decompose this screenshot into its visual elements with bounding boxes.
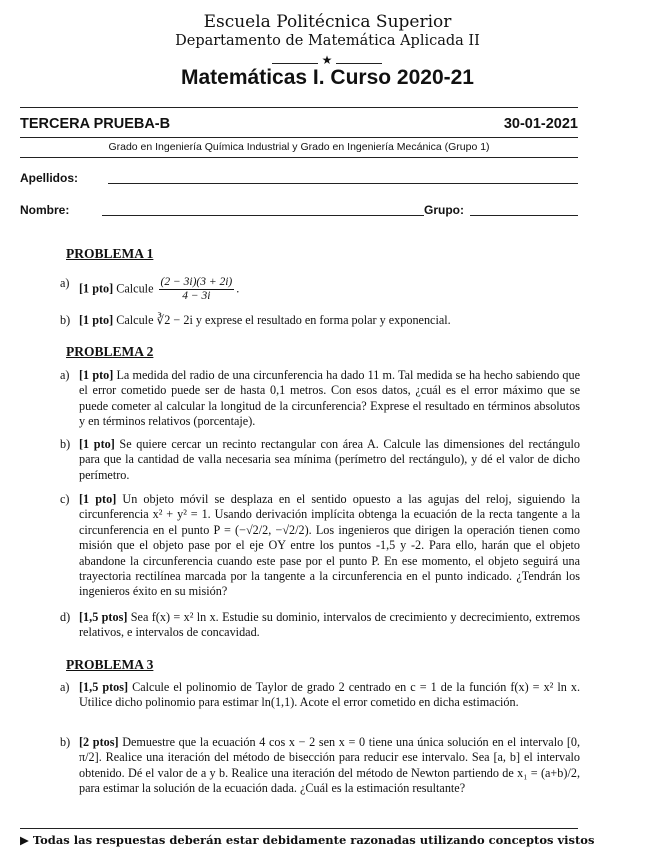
group-label: Grupo: bbox=[424, 203, 464, 217]
star-icon: ★ bbox=[321, 53, 333, 67]
title-rule bbox=[20, 137, 578, 138]
fraction-denominator: 4 − 3i bbox=[182, 290, 211, 302]
problem-3-item-b bbox=[60, 735, 580, 797]
item-text: Se quiere cercar un recinto rectangular con área A. Calcule las dimensiones del rectángulo para que la cantidad de valla necesaria sea mínima (perímetro del rectángulo), y dé el valor de dicho perímetro. bbox=[79, 437, 580, 482]
surname-label: Apellidos: bbox=[20, 171, 79, 185]
problem-3-item-a bbox=[60, 680, 580, 711]
item-tail: . bbox=[236, 281, 240, 296]
problem-2-item-b bbox=[60, 437, 580, 483]
item-text: Calcule bbox=[116, 281, 154, 296]
degrees-line: Grado en Ingeniería Química Industrial y Grado en Ingeniería Mecánica (Grupo 1) bbox=[108, 141, 490, 153]
problem-1-title: PROBLEMA 1 bbox=[66, 246, 154, 261]
item-text: La medida del radio de una circunferencia ha dado 11 m. Tal medida se ha hecho sabiendo que el error cometido puede ser de hasta 0,1 metros. Con esos datos, ¿cuál es el error máximo que se puede cometer al calcular la longitud de la circunferencia? Exprese el resultado en términos absolutos y en términos relativos (porcentaje). bbox=[79, 368, 580, 429]
footer-note-text: Todas las respuestas deberán estar debidamente razonadas utilizando conceptos vistos bbox=[32, 833, 595, 847]
footer-note bbox=[20, 833, 595, 847]
item-text: Calcule el polinomio de Taylor de grado 2 centrado en c = 1 de la función f(x) = x² ln x. Utilice dicho polinomio para estimar ln(1,1). Acote el error cometido en dicha estimación. bbox=[79, 680, 581, 710]
item-text: Sea f(x) = x² ln x. Estudie su dominio, intervalos de crecimiento y decrecimiento, extremos relativos, e intervalos de concavidad. bbox=[79, 610, 581, 640]
problem-1-item-b bbox=[60, 313, 580, 328]
name-field[interactable] bbox=[102, 215, 424, 216]
item-marker: a) bbox=[60, 680, 70, 694]
fraction bbox=[159, 276, 235, 303]
item-points: [1 pto] bbox=[79, 492, 117, 506]
problem-2-item-a bbox=[60, 368, 580, 430]
item-points: [1 pto] bbox=[79, 437, 115, 451]
item-text: Demuestre que la ecuación 4 cos x − 2 sen x = 0 tiene una única solución en el intervalo [0, π/2]. Realice una iteración del método de bisección para reducir ese intervalo. Sea [a, b] el intervalo obtenido. Dé el valor de a y b. Realice una iteración del método de Newton partiendo de x₁ = (a+b)/2, para estimar la solución de la ecuación dada. ¿Cuál es la estimación resultante? bbox=[79, 735, 581, 796]
item-points: [1 pto] bbox=[79, 368, 114, 382]
item-text: Calcule ∛2 − 2i y exprese el resultado en forma polar y exponencial. bbox=[116, 313, 451, 327]
ornament-line-left bbox=[272, 63, 318, 64]
item-points: [2 ptos] bbox=[79, 735, 119, 749]
exam-title: TERCERA PRUEBA-B bbox=[20, 116, 171, 132]
item-marker: b) bbox=[60, 735, 71, 749]
ornament-line-right bbox=[336, 63, 382, 64]
item-points: [1,5 ptos] bbox=[79, 680, 129, 694]
item-marker: a) bbox=[60, 368, 70, 382]
item-text: Un objeto móvil se desplaza en el sentido opuesto a las agujas del reloj, siguiendo la circunferencia x² + y² = 1. Usando derivación implícita obtenga la ecuación de la recta tangente a la circunferencia en el punto P = (−√2/2, −√2/2). Los ingenieros que dirigen la operación tienen como misión que el objeto pase por el eje OY entre los puntos -1,5 y -2. Para ello, harán que el objeto abandone la circunferencia cuando este pase por el punto P. En ese momento, el objeto seguirá una trayectoria rectilínea marcada por la tangente a la circunferencia en el punto indicado. ¿Tendrán los ingenieros éxito en su misión? bbox=[79, 492, 580, 599]
problem-2-item-d bbox=[60, 610, 580, 641]
course-title: Matemáticas I. Curso 2020-21 bbox=[181, 66, 474, 89]
school-name: Escuela Politécnica Superior bbox=[203, 12, 452, 32]
item-points: [1,5 ptos] bbox=[79, 610, 128, 624]
item-marker: a) bbox=[60, 276, 70, 290]
item-marker: d) bbox=[60, 610, 71, 624]
group-field[interactable] bbox=[470, 215, 578, 216]
item-marker: c) bbox=[60, 492, 70, 506]
fraction-numerator: (2 − 3i)(3 + 2i) bbox=[160, 276, 233, 288]
item-marker: b) bbox=[60, 313, 71, 327]
item-marker: b) bbox=[60, 437, 71, 451]
item-points: [1 pto] bbox=[79, 313, 114, 327]
top-rule bbox=[20, 107, 578, 108]
problem-2-title: PROBLEMA 2 bbox=[66, 344, 154, 359]
name-label: Nombre: bbox=[20, 203, 70, 217]
problem-1-item-a bbox=[60, 276, 580, 303]
problem-2-item-c bbox=[60, 492, 580, 600]
exam-date: 30-01-2021 bbox=[503, 116, 578, 132]
footer-rule bbox=[20, 828, 578, 829]
triangle-right-icon: ▶ bbox=[20, 833, 29, 847]
department-name: Departamento de Matemática Aplicada II bbox=[175, 33, 480, 49]
surname-field[interactable] bbox=[108, 183, 578, 184]
problem-3-title: PROBLEMA 3 bbox=[66, 657, 154, 672]
degrees-rule bbox=[20, 157, 578, 158]
item-points: [1 pto] bbox=[79, 281, 114, 296]
